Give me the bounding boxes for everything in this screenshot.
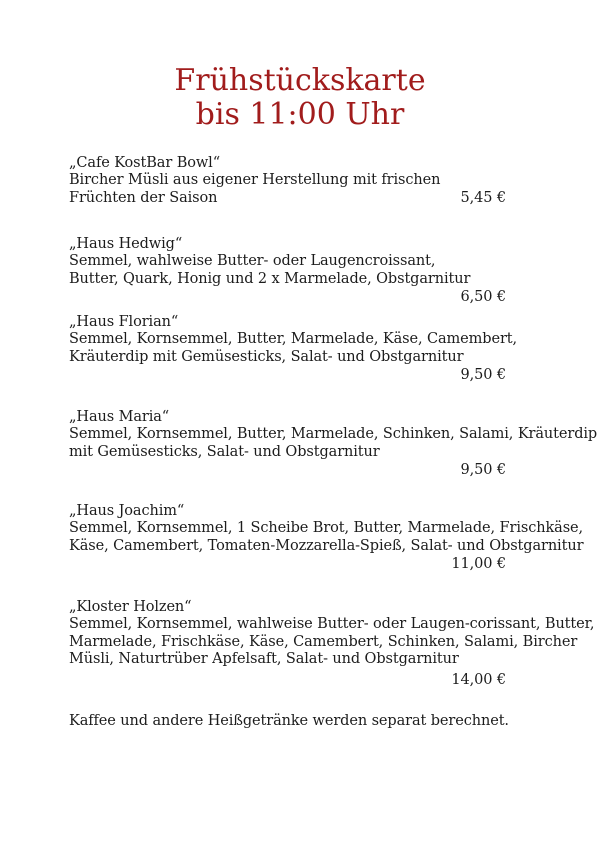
description-line: Butter, Quark, Honig und 2 x Marmelade, Obstgarnitur: [69, 270, 471, 287]
menu-item-description: [69, 616, 595, 668]
page-title: [0, 64, 600, 132]
description-line: Semmel, Kornsemmel, wahlweise Butter- oder Laugen-corissant, Butter,: [69, 616, 595, 633]
menu-item-haus-florian: [69, 314, 518, 385]
menu-item-price: 14,00 €: [451, 671, 506, 688]
menu-item-description: [69, 520, 584, 555]
menu-item-name: „Haus Joachim“: [69, 503, 185, 519]
menu-item-name: „Cafe KostBar Bowl“: [69, 155, 221, 171]
description-line: Käse, Camembert, Tomaten-Mozzarella-Spieß, Salat- und Obstgarnitur: [69, 537, 584, 554]
menu-item-haus-maria: [69, 409, 598, 480]
description-line: Müsli, Naturtrüber Apfelsaft, Salat- und Obstgarnitur: [69, 651, 459, 668]
description-line: Früchten der Saison: [69, 189, 218, 206]
description-line: Bircher Müsli aus eigener Herstellung mit frischen: [69, 172, 441, 189]
menu-item-name: „Haus Hedwig“: [69, 236, 183, 252]
description-line: Semmel, wahlweise Butter- oder Laugencroissant,: [69, 253, 436, 270]
menu-item-haus-hedwig: [69, 236, 506, 307]
description-line: Kräuterdip mit Gemüsesticks, Salat- und Obstgarnitur: [69, 348, 464, 365]
title-line-2: bis 11:00 Uhr: [195, 97, 405, 132]
footer-note: Kaffee und andere Heißgetränke werden separat berechnet.: [69, 713, 509, 729]
menu-item-name: „Haus Florian“: [69, 314, 179, 330]
menu-item-kloster-holzen: [69, 599, 595, 689]
menu-item-description: [69, 426, 598, 461]
description-line: Semmel, Kornsemmel, Butter, Marmelade, Schinken, Salami, Kräuterdip: [69, 426, 598, 443]
description-line: Semmel, Kornsemmel, Butter, Marmelade, Käse, Camembert,: [69, 331, 518, 348]
description-line: mit Gemüsesticks, Salat- und Obstgarnitur: [69, 443, 380, 460]
menu-item-price: 9,50 €: [460, 462, 506, 479]
menu-item-price: 11,00 €: [451, 556, 506, 573]
description-line: Marmelade, Frischkäse, Käse, Camembert, Schinken, Salami, Bircher: [69, 633, 578, 650]
menu-item-name: „Haus Maria“: [69, 409, 170, 425]
title-line-1: Frühstückskarte: [174, 63, 426, 98]
menu-item-description: [69, 253, 506, 288]
menu-item-description: [69, 172, 506, 207]
menu-item-description: [69, 331, 518, 366]
menu-item-price: 6,50 €: [460, 289, 506, 306]
menu-item-price: 9,50 €: [460, 367, 506, 384]
description-line: Semmel, Kornsemmel, 1 Scheibe Brot, Butter, Marmelade, Frischkäse,: [69, 520, 584, 537]
menu-item-cafe-kostbar-bowl: [69, 155, 506, 207]
menu-item-haus-joachim: [69, 503, 584, 574]
menu-item-name: „Kloster Holzen“: [69, 599, 192, 615]
menu-item-price: 5,45 €: [460, 190, 506, 206]
